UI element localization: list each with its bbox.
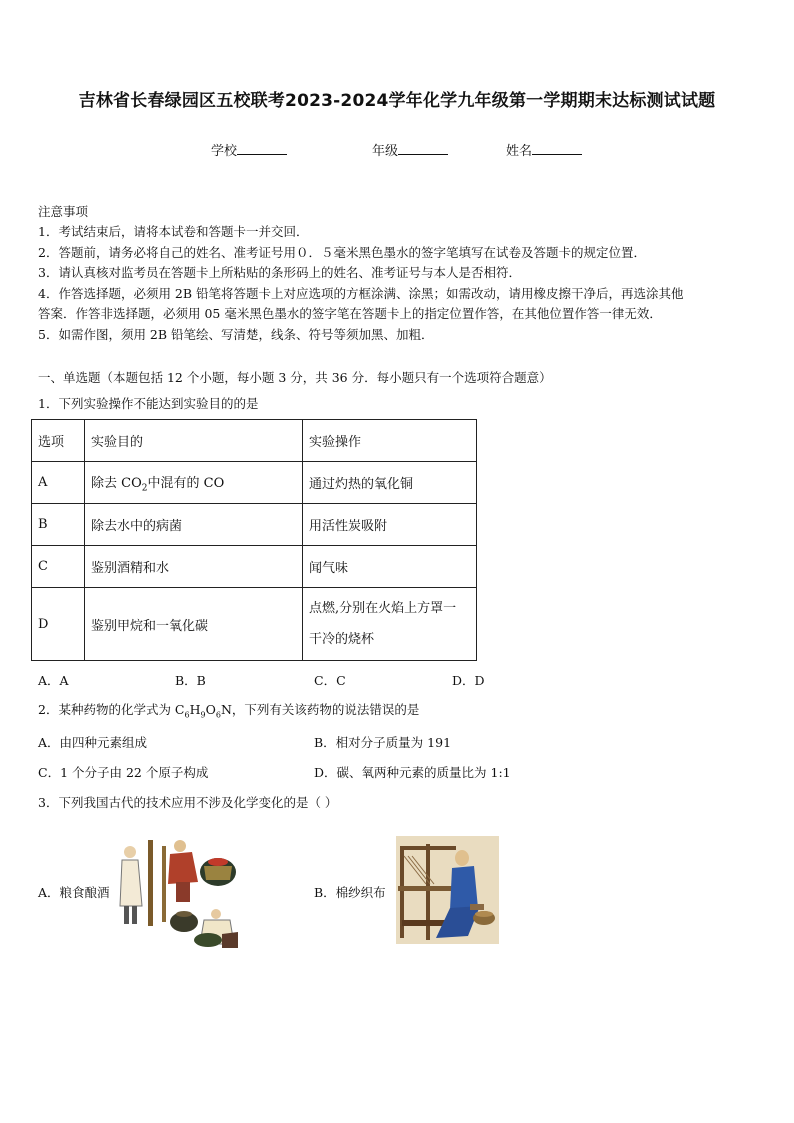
table-cell-option: D	[32, 588, 85, 661]
table-cell-operation: 点燃,分别在火焰上方罩一 干冷的烧杯	[303, 588, 477, 661]
grade-blank	[398, 142, 448, 155]
table-cell-goal: 除去水中的病菌	[85, 504, 303, 546]
choice-b: B．B	[175, 673, 206, 688]
grade-label: 年级	[372, 144, 399, 159]
table-row	[32, 588, 477, 661]
notice-item: 答案．作答非选择题，必须用 05 毫米黑色墨水的签字笔在答题卡上的指定位置作答，在其他位置作答一律无效．	[38, 306, 662, 321]
table-cell-option: C	[32, 546, 85, 588]
name-label: 姓名	[506, 144, 533, 159]
notice-item: 1．考试结束后，请将本试卷和答题卡一并交回．	[38, 224, 309, 239]
table-cell-operation: 闻气味	[303, 546, 477, 588]
table-header-cell: 实验目的	[85, 420, 303, 462]
choice-b: B．相对分子质量为 191	[314, 735, 452, 750]
table-cell-option: A	[32, 462, 85, 504]
question-stem: 2．某种药物的化学式为 $C_6H_9O_6N$，下列有关该药物的说法错误的是	[38, 702, 420, 720]
table-header-cell: 选项	[32, 420, 85, 462]
choice-a: A．粮食酿酒	[38, 885, 110, 900]
section-heading: 一、单选题（本题包括 12 个小题，每小题 3 分，共 36 分．每小题只有一个选项符合题意）	[38, 370, 552, 385]
name-field	[506, 140, 582, 159]
notice-item: 5．如需作图，须用 2B 铅笔绘、写清楚，线条、符号等须加黑、加粗．	[38, 327, 434, 342]
choice-d: D．碳、氧两种元素的质量比为 1:1	[314, 765, 511, 780]
school-blank	[237, 142, 287, 155]
notice-item: 2．答题前，请务必将自己的姓名、准考证号用０．５毫米黑色墨水的签字笔填写在试卷及答题卡的规定位置．	[38, 245, 646, 260]
notice-heading: 注意事项	[38, 204, 89, 219]
school-field	[211, 140, 287, 159]
choice-a: A．A	[38, 673, 69, 688]
choice-c: C．1 个分子由 22 个原子构成	[38, 765, 209, 780]
school-label: 学校	[211, 144, 238, 159]
name-blank	[532, 142, 582, 155]
question-table	[31, 419, 477, 661]
document-title: 吉林省长春绿园区五校联考2023-2024学年化学九年级第一学期期末达标测试试题	[78, 91, 716, 111]
table-cell-option: B	[32, 504, 85, 546]
choice-c: C．C	[314, 673, 346, 688]
wine-brewing-illustration	[118, 836, 240, 950]
question-stem: 1．下列实验操作不能达到实验目的的是	[38, 396, 259, 411]
question-stem: 3．下列我国古代的技术应用不涉及化学变化的是（ ）	[38, 795, 338, 810]
notice-item: 3．请认真核对监考员在答题卡上所粘贴的条形码上的姓名、准考证号与本人是否相符．	[38, 265, 521, 280]
table-cell-goal: 除去 $CO_2$中混有的 CO	[85, 462, 303, 504]
table-row	[32, 462, 477, 504]
table-cell-goal: 鉴别酒精和水	[85, 546, 303, 588]
table-cell-operation: 用活性炭吸附	[303, 504, 477, 546]
choice-a: A．由四种元素组成	[38, 735, 148, 750]
table-header-cell: 实验操作	[303, 420, 477, 462]
table-row	[32, 504, 477, 546]
notice-item: 4．作答选择题，必须用 2B 铅笔将答题卡上对应选项的方框涂满、涂黑；如需改动，请用橡皮擦干净后，再选涂其他	[38, 286, 684, 301]
choice-b: B．棉纱织布	[314, 885, 386, 900]
cotton-weaving-illustration	[396, 836, 499, 944]
table-row	[32, 546, 477, 588]
table-header-row	[32, 420, 477, 462]
grade-field	[372, 140, 448, 159]
table-cell-goal: 鉴别甲烷和一氧化碳	[85, 588, 303, 661]
choice-d: D．D	[452, 673, 485, 688]
table-cell-operation: 通过灼热的氧化铜	[303, 462, 477, 504]
